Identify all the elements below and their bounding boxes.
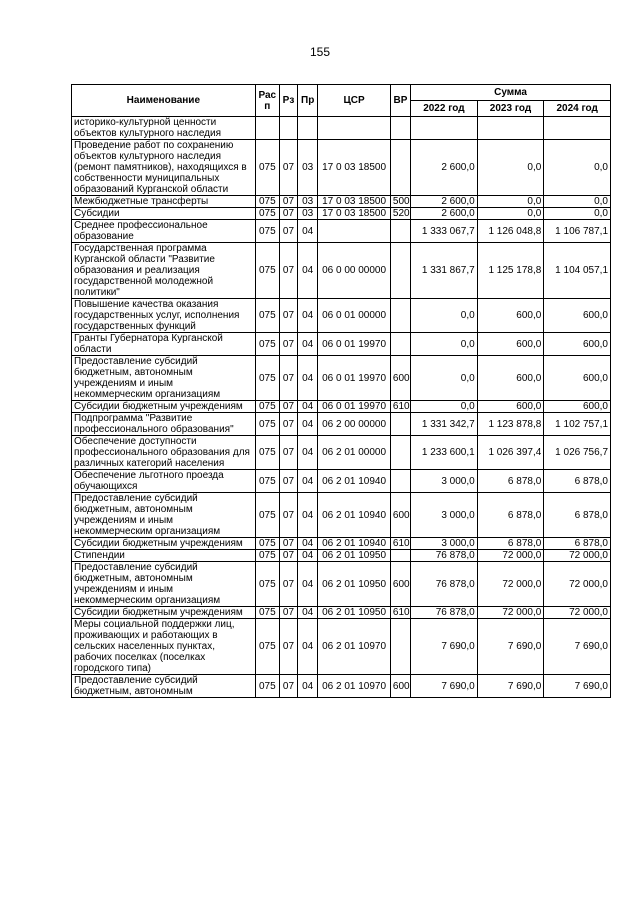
row-vr [390,436,410,470]
row-rz: 07 [279,208,297,220]
row-sum-2022 [411,117,478,140]
row-sum-2022: 1 331 342,7 [411,413,478,436]
row-rz: 07 [279,675,297,698]
row-rasp: 075 [255,538,279,550]
row-vr [390,243,410,299]
row-sum-2022: 2 600,0 [411,140,478,196]
row-name: Повышение качества оказания государственных услуг, исполнения государственных функций [72,299,256,333]
row-sum-2024: 1 106 787,1 [544,220,611,243]
row-sum-2024: 72 000,0 [544,550,611,562]
row-name: Межбюджетные трансферты [72,196,256,208]
table-row [72,243,611,299]
row-rz: 07 [279,470,297,493]
row-rasp: 075 [255,356,279,401]
row-name: Субсидии бюджетным учреждениям [72,538,256,550]
row-name: Обеспечение льготного проезда обучающихся [72,470,256,493]
row-rasp: 075 [255,196,279,208]
row-vr: 610 [390,538,410,550]
row-sum-2022: 0,0 [411,333,478,356]
row-sum-2024: 1 104 057,1 [544,243,611,299]
row-name: Предоставление субсидий бюджетным, автономным учреждениям и иным некоммерческим организациям [72,493,256,538]
table-row [72,401,611,413]
row-sum-2024: 600,0 [544,401,611,413]
row-rasp: 075 [255,470,279,493]
table-row [72,562,611,607]
row-sum-2022: 7 690,0 [411,619,478,675]
row-rasp: 075 [255,208,279,220]
row-sum-2022: 2 600,0 [411,196,478,208]
row-rz: 07 [279,607,297,619]
row-rasp: 075 [255,619,279,675]
row-vr: 600 [390,562,410,607]
header-pr: Пр [298,85,318,117]
table-row [72,436,611,470]
row-csr: 06 2 01 10940 [318,493,391,538]
row-csr: 06 0 01 00000 [318,299,391,333]
row-pr: 04 [298,333,318,356]
row-name: Подпрограмма "Развитие профессионального образования" [72,413,256,436]
row-rasp: 075 [255,140,279,196]
row-sum-2022: 76 878,0 [411,607,478,619]
row-sum-2024: 6 878,0 [544,470,611,493]
row-sum-2022: 1 233 600,1 [411,436,478,470]
header-vr: ВР [390,85,410,117]
row-name: Предоставление субсидий бюджетным, автономным [72,675,256,698]
header-year-2023: 2023 год [477,101,544,117]
row-pr: 04 [298,550,318,562]
row-csr: 17 0 03 18500 [318,140,391,196]
row-csr: 06 0 01 19970 [318,401,391,413]
row-rasp: 075 [255,436,279,470]
row-csr: 06 2 01 10970 [318,675,391,698]
row-rasp: 075 [255,607,279,619]
row-rz: 07 [279,196,297,208]
row-name: Субсидии бюджетным учреждениям [72,401,256,413]
row-pr: 03 [298,208,318,220]
row-sum-2024: 1 026 756,7 [544,436,611,470]
row-rz: 07 [279,413,297,436]
row-pr [298,117,318,140]
row-sum-2024: 0,0 [544,140,611,196]
row-sum-2024: 600,0 [544,356,611,401]
row-sum-2022: 2 600,0 [411,208,478,220]
row-pr: 04 [298,538,318,550]
row-sum-2023: 6 878,0 [477,493,544,538]
row-pr: 04 [298,675,318,698]
row-rasp: 075 [255,493,279,538]
row-csr: 06 2 01 10940 [318,538,391,550]
row-rz [279,117,297,140]
row-pr: 04 [298,299,318,333]
row-rasp: 075 [255,243,279,299]
row-sum-2022: 0,0 [411,356,478,401]
row-name: Предоставление субсидий бюджетным, автономным учреждениям и иным некоммерческим организациям [72,562,256,607]
table-row [72,538,611,550]
row-rz: 07 [279,299,297,333]
row-sum-2023: 600,0 [477,333,544,356]
row-rasp: 075 [255,333,279,356]
row-sum-2024: 72 000,0 [544,607,611,619]
table-row [72,220,611,243]
row-sum-2024: 0,0 [544,196,611,208]
row-pr: 04 [298,470,318,493]
row-name: Субсидии [72,208,256,220]
row-rasp: 075 [255,550,279,562]
row-sum-2023: 7 690,0 [477,675,544,698]
row-rasp: 075 [255,401,279,413]
row-vr [390,220,410,243]
row-pr: 04 [298,607,318,619]
row-name: Среднее профессиональное образование [72,220,256,243]
row-name: Обеспечение доступности профессионального образования для различных категорий населения [72,436,256,470]
row-sum-2024: 1 102 757,1 [544,413,611,436]
row-sum-2023: 0,0 [477,196,544,208]
row-sum-2024 [544,117,611,140]
row-sum-2023: 7 690,0 [477,619,544,675]
row-rz: 07 [279,538,297,550]
row-rz: 07 [279,140,297,196]
row-csr: 06 2 00 00000 [318,413,391,436]
table-row [72,333,611,356]
row-pr: 04 [298,493,318,538]
table-row [72,208,611,220]
row-name: Субсидии бюджетным учреждениям [72,607,256,619]
row-csr: 06 2 01 00000 [318,436,391,470]
row-sum-2024: 6 878,0 [544,538,611,550]
row-sum-2023: 72 000,0 [477,562,544,607]
row-pr: 04 [298,356,318,401]
row-sum-2023: 6 878,0 [477,470,544,493]
row-name: Стипендии [72,550,256,562]
row-sum-2024: 7 690,0 [544,675,611,698]
row-sum-2023: 72 000,0 [477,607,544,619]
page-number: 155 [309,45,331,59]
budget-table [71,84,611,698]
row-csr: 06 2 01 10950 [318,562,391,607]
row-csr: 06 2 01 10970 [318,619,391,675]
row-rz: 07 [279,436,297,470]
row-rz: 07 [279,550,297,562]
row-name: Государственная программа Курганской области "Развитие образования и реализация государственной молодежной политики" [72,243,256,299]
row-rz: 07 [279,333,297,356]
row-sum-2023: 72 000,0 [477,550,544,562]
row-sum-2023: 0,0 [477,140,544,196]
row-sum-2024: 6 878,0 [544,493,611,538]
row-sum-2023: 600,0 [477,356,544,401]
row-name: Гранты Губернатора Курганской области [72,333,256,356]
table-header [72,85,611,117]
row-sum-2023: 6 878,0 [477,538,544,550]
row-pr: 03 [298,196,318,208]
row-vr [390,333,410,356]
row-sum-2024: 600,0 [544,299,611,333]
row-csr: 06 0 00 00000 [318,243,391,299]
row-vr: 520 [390,208,410,220]
table-row [72,140,611,196]
row-sum-2022: 0,0 [411,299,478,333]
header-csr: ЦСР [318,85,391,117]
header-rz: Рз [279,85,297,117]
row-sum-2023: 600,0 [477,299,544,333]
row-sum-2023: 1 126 048,8 [477,220,544,243]
table-row [72,675,611,698]
row-sum-2022: 3 000,0 [411,470,478,493]
row-pr: 04 [298,220,318,243]
row-vr [390,117,410,140]
row-rasp: 075 [255,299,279,333]
row-vr [390,619,410,675]
row-name: историко-культурной ценности объектов культурного наследия [72,117,256,140]
row-rasp: 075 [255,562,279,607]
row-rz: 07 [279,619,297,675]
table-row [72,470,611,493]
row-sum-2023 [477,117,544,140]
row-vr [390,413,410,436]
row-csr: 06 0 01 19970 [318,356,391,401]
row-vr: 500 [390,196,410,208]
table-row [72,356,611,401]
table-row [72,413,611,436]
row-sum-2024: 0,0 [544,208,611,220]
table-row [72,117,611,140]
row-rz: 07 [279,243,297,299]
row-vr: 600 [390,675,410,698]
row-sum-2022: 1 333 067,7 [411,220,478,243]
row-csr: 06 2 01 10950 [318,607,391,619]
table-row [72,550,611,562]
row-pr: 04 [298,401,318,413]
table-row [72,607,611,619]
table-row [72,493,611,538]
row-sum-2022: 1 331 867,7 [411,243,478,299]
row-csr: 17 0 03 18500 [318,208,391,220]
row-name: Проведение работ по сохранению объектов культурного наследия (ремонт памятников), находящихся в собственности муниципальных образований Курганской области [72,140,256,196]
row-rz: 07 [279,562,297,607]
row-csr: 17 0 03 18500 [318,196,391,208]
row-sum-2024: 72 000,0 [544,562,611,607]
row-csr: 06 2 01 10950 [318,550,391,562]
row-csr [318,220,391,243]
row-pr: 04 [298,619,318,675]
row-vr [390,550,410,562]
row-vr: 600 [390,493,410,538]
row-vr [390,299,410,333]
row-vr: 610 [390,401,410,413]
row-vr: 600 [390,356,410,401]
row-sum-2022: 76 878,0 [411,562,478,607]
header-name: Наименование [72,85,256,117]
header-year-2024: 2024 год [544,101,611,117]
row-sum-2024: 7 690,0 [544,619,611,675]
row-rasp [255,117,279,140]
row-sum-2023: 0,0 [477,208,544,220]
row-rasp: 075 [255,220,279,243]
row-pr: 03 [298,140,318,196]
row-csr: 06 2 01 10940 [318,470,391,493]
row-sum-2022: 7 690,0 [411,675,478,698]
row-sum-2023: 1 026 397,4 [477,436,544,470]
row-sum-2022: 76 878,0 [411,550,478,562]
row-sum-2022: 3 000,0 [411,538,478,550]
row-vr [390,470,410,493]
row-sum-2023: 600,0 [477,401,544,413]
row-pr: 04 [298,562,318,607]
row-sum-2022: 0,0 [411,401,478,413]
table-row [72,299,611,333]
table-row [72,619,611,675]
row-sum-2022: 3 000,0 [411,493,478,538]
row-sum-2023: 1 123 878,8 [477,413,544,436]
row-rz: 07 [279,220,297,243]
header-rasp: Рас п [255,85,279,117]
row-csr: 06 0 01 19970 [318,333,391,356]
row-rz: 07 [279,401,297,413]
row-rasp: 075 [255,675,279,698]
row-rasp: 075 [255,413,279,436]
row-name: Меры социальной поддержки лиц, проживающих и работающих в сельских населенных пунктах, рабочих поселках (поселках городского типа) [72,619,256,675]
row-rz: 07 [279,493,297,538]
table-row [72,196,611,208]
row-rz: 07 [279,356,297,401]
row-sum-2023: 1 125 178,8 [477,243,544,299]
header-sum: Сумма [411,85,611,101]
header-year-2022: 2022 год [411,101,478,117]
row-name: Предоставление субсидий бюджетным, автономным учреждениям и иным некоммерческим организациям [72,356,256,401]
row-pr: 04 [298,436,318,470]
row-pr: 04 [298,413,318,436]
row-csr [318,117,391,140]
row-vr [390,140,410,196]
row-vr: 610 [390,607,410,619]
row-sum-2024: 600,0 [544,333,611,356]
table-body [72,117,611,698]
row-pr: 04 [298,243,318,299]
